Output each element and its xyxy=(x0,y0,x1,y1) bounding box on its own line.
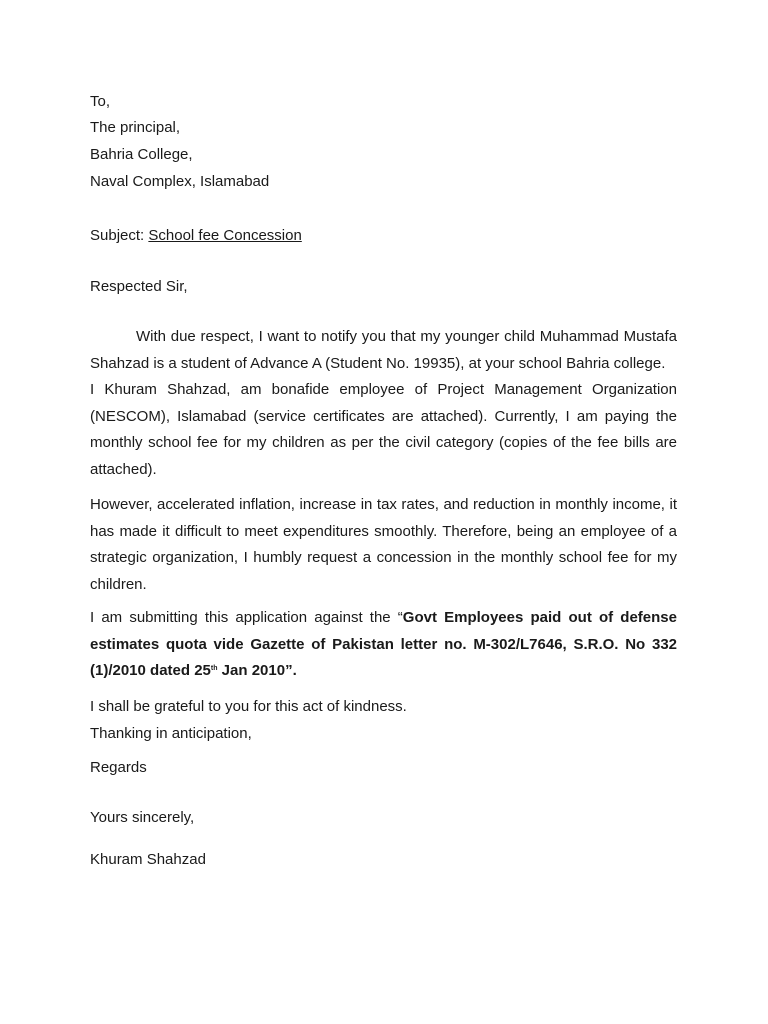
salutation: Respected Sir, xyxy=(90,278,188,295)
closing-regards: Regards xyxy=(90,759,147,776)
subject-line xyxy=(90,226,302,246)
body-paragraph-3: However, accelerated inflation, increase in tax rates, and reduction in monthly income, it has made it difficult to meet expenditures smoothly. Therefore, being an employee of a strategic organization, I humbly request a concession in the monthly school fee for my children. xyxy=(90,496,677,594)
subject-text: School fee Concession xyxy=(148,227,302,244)
subject-label: Subject: xyxy=(90,227,145,244)
address-recipient: The principal, xyxy=(90,119,181,136)
reference-gazette-text: Govt Employees paid out of defense estimates quota vide Gazette of Pakistan letter no. M-302/L7646, S.R.O. No 332 (1)/2010 dated 25 xyxy=(90,609,677,680)
body-paragraph-1: With due respect, I want to notify you that my younger child Muhammad Mustafa Shahzad is a student of Advance A (Student No. 19935), at your school Bahria college. xyxy=(90,328,677,372)
reference-tail: Jan 2010”. xyxy=(217,662,297,680)
reference-lead: I am submitting this application against the “ xyxy=(90,609,403,626)
reference-ordinal: th xyxy=(210,665,218,673)
signature-name: Khuram Shahzad xyxy=(90,851,206,868)
thanking-line: Thanking in anticipation, xyxy=(90,725,252,742)
address-location: Naval Complex, Islamabad xyxy=(90,173,270,190)
address-to: To, xyxy=(90,93,111,110)
address-institution: Bahria College, xyxy=(90,146,193,163)
grateful-line: I shall be grateful to you for this act of kindness. xyxy=(90,698,407,715)
body-paragraph-4 xyxy=(90,605,677,685)
closing-sincerely: Yours sincerely, xyxy=(90,809,195,826)
body-paragraph-2: I Khuram Shahzad, am bonafide employee of Project Management Organization (NESCOM), Islamabad (service certificates are attached). Currently, I am paying the monthly school fee for my children as per the civil category (copies of the fee bills are attached). xyxy=(90,381,677,479)
